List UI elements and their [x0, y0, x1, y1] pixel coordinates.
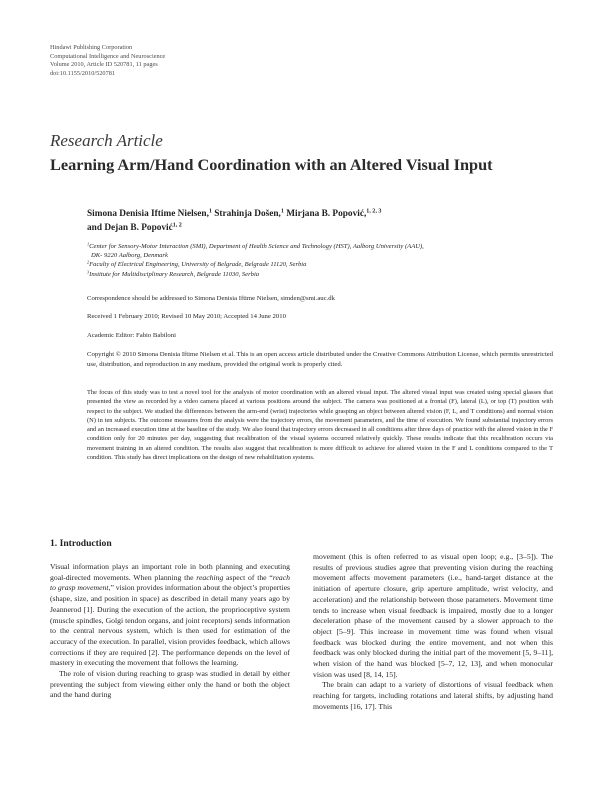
article-dates: Received 1 February 2010; Revised 10 May 2010; Accepted 14 June 2010 — [87, 313, 286, 320]
body-column-left — [50, 562, 290, 701]
author-name: Dejan B. Popović — [104, 222, 173, 233]
paragraph: Visual information plays an important role in both planning and executing goal-directed movements. When planning the reaching aspect of the “reach to grasp movement,” vision provides information about the object’s properties (shape, size, and position in space) as described in detail many years ago by Jeannerod [1]. During the execution of the action, the proprioceptive system (muscle spindles, Golgi tendon organs, and joint receptors) sends information to the central nervous system, which is then used for estimation of the accuracy of the execution. In parallel, vision provides feedback, which allows corrections if they are required [2]. The performance depends on the level of mastery in executing the movement that follows the learning. — [50, 562, 290, 668]
abstract: The focus of this study was to test a novel tool for the analysis of motor coordination with an altered visual input. The altered visual input was created using special glasses that presented the view as recorded by a video camera placed at various positions around the subject. The camera was positioned at a frontal (F), lateral (L), or top (T) position with respect to the subject. We studied the differences between the arm-end (wrist) trajectories while grasping an object between altered vision (F, L, and T conditions) and normal vision (N) in ten subjects. The outcome measures from the analysis were the trajectory errors, the movement parameters, and the time of execution. We found substantial trajectory errors and an increased execution time at the baseline of the study. We also found that trajectory errors decreased in all conditions after three days of practice with the altered vision in the F condition only for 20 minutes per day, suggesting that recalibration of the visual systems occurred relatively quickly. These results indicate that this recalibration occurs via movement training in an altered condition. The results also suggest that recalibration is more difficult to achieve for altered vision in the F and L conditions compared to the T condition. This study has direct implications on the design of new rehabilitation systems. — [87, 389, 553, 462]
author-list — [87, 208, 553, 235]
author-name: Mirjana B. Popović, — [283, 209, 367, 219]
journal-name: Computational Intelligence and Neuroscience — [50, 52, 166, 60]
paragraph: The role of vision during reaching to grasp was studied in detail by either preventing the subject from viewing either only the hand or both the object and the hand during — [50, 669, 290, 700]
affiliation: $^2$Faculty of Electrical Engineering, University of Belgrade, Belgrade 11120, Serbia — [87, 260, 307, 269]
paragraph: movement (this is often referred to as visual open loop; e.g., [3–5]). The results of previous studies agree that preventing vision during the reaching movement affects movement parameters (i.e., hand-target distance at the initiation of aperture closure, grip aperture amplitude, wrist velocity, and acceleration) and the relationship between those parameters. Movement time tends to increase when visual feedback is impaired, mostly due to a longer deceleration phase of the movement caused by a slower approach to the object [5–9]. This increase in movement time was found when visual feedback was blocked during the entire movement, and not when this feedback was only blocked during the initial part of the movement [5, 9–11], when vision of the hand was blocked [5–7, 12, 13], and when monocular vision was used [8, 14, 15]. — [313, 552, 553, 679]
volume-info: Volume 2010, Article ID 520781, 11 pages — [50, 61, 158, 69]
correspondence: Correspondence should be addressed to Simona Denisia Iftime Nielsen, simden@smi.auc.dk — [87, 295, 335, 302]
doi: doi:10.1155/2010/520781 — [50, 69, 116, 77]
copyright-notice: Copyright © 2010 Simona Denisia Iftime Nielsen et al. This is an open access article distributed under the Creative Commons Attribution License, which permits unrestricted use, distribution, and reproduction in any medium, provided the original work is properly cited. — [87, 351, 553, 368]
affiliations — [87, 242, 553, 279]
author-affil-ref: 1, 2 — [172, 222, 182, 229]
affiliation: $^3$Institute for Multidisciplinary Research, Belgrade 11030, Serbia — [87, 269, 260, 278]
section-heading: 1. Introduction — [50, 538, 112, 549]
body-column-right — [313, 552, 553, 713]
author-name: Simona Denisia Iftime Nielsen, — [87, 209, 209, 219]
paragraph: The brain can adapt to a variety of distortions of visual feedback when reaching for targets, including rotations and lateral shifts, by adjusting hand movements [16, 17]. This — [313, 680, 553, 711]
affiliation: $^1$Center for Sensory-Motor Interaction (SMI), Department of Health Science and Technology (HST), Aalborg University (AAU), — [87, 241, 424, 250]
author-affil-ref: 1, 2, 3 — [366, 208, 382, 215]
author-affil-ref: 1 — [208, 208, 212, 215]
journal-header — [50, 44, 165, 78]
article-title: Learning Arm/Hand Coordination with an Altered Visual Input — [50, 155, 493, 174]
affiliation-continued: DK- 9220 Aalborg, Denmark — [91, 252, 168, 260]
author-affil-ref: 1 — [280, 208, 284, 215]
article-type: Research Article — [50, 131, 163, 150]
author-conjunction: and — [87, 222, 105, 233]
publisher: Hindawi Publishing Corporation — [50, 44, 133, 51]
academic-editor: Academic Editor: Fabio Babiloni — [87, 332, 176, 339]
author-name: Strahinja Došen, — [211, 209, 281, 219]
